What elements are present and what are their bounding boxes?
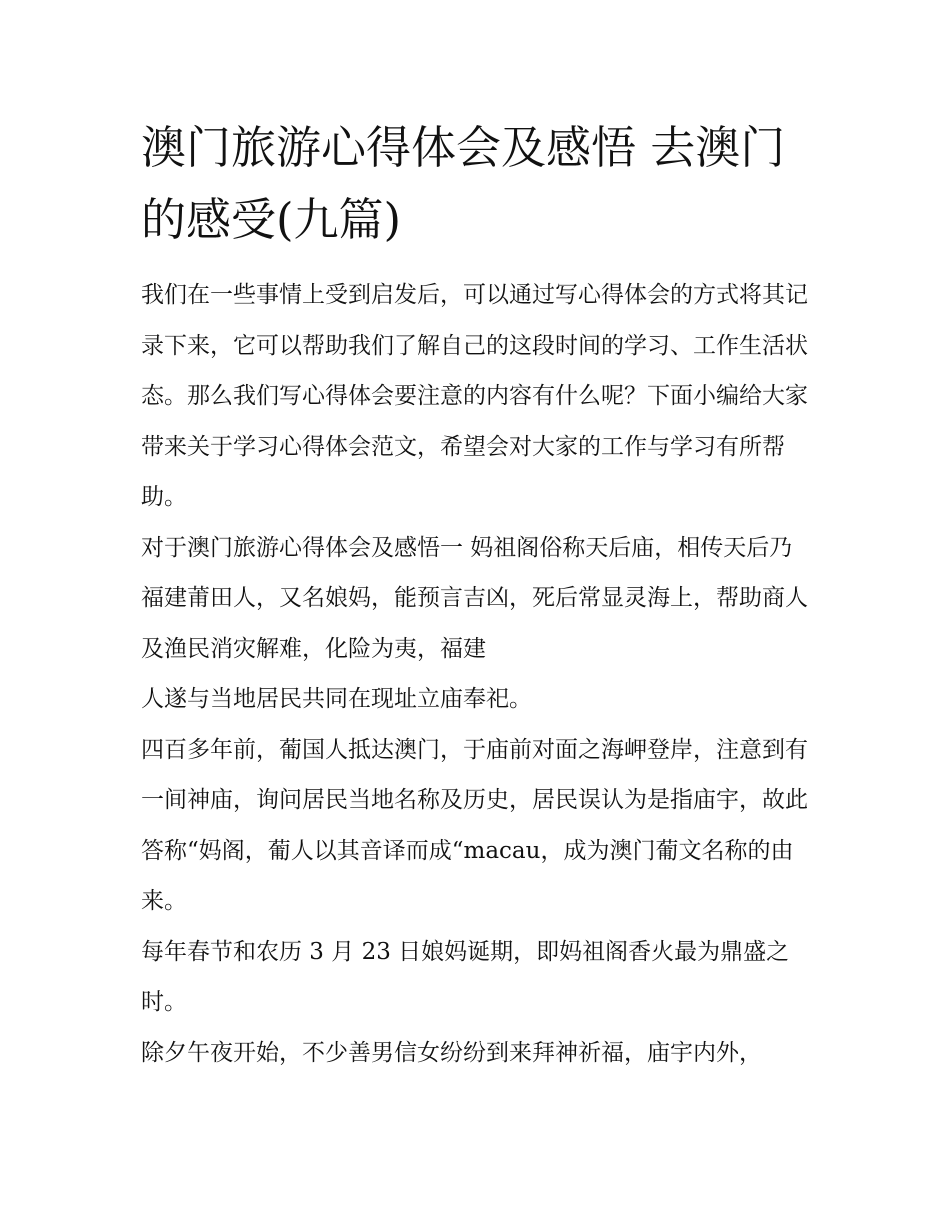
paragraph-fujian-worship: 人遂与当地居民共同在现址立庙奉祀。	[141, 686, 532, 712]
document-body	[141, 112, 813, 1078]
paragraph-festival: 每年春节和农历 3 月 23 日娘妈诞期，即妈祖阁香火最为鼎盛之时。	[141, 938, 790, 1015]
paragraph-new-year-eve: 除夕午夜开始，不少善男信女纷纷到来拜神祈福，庙宇内外，	[141, 1039, 762, 1066]
document-title: 澳门旅游心得体会及感悟 去澳门的感受(九篇)	[141, 121, 786, 246]
paragraph-mazu-temple: 对于澳门旅游心得体会及感悟一 妈祖阁俗称天后庙，相传天后乃福建莆田人，又名娘妈，能预言吉凶，死后常显灵海上，帮助商人及渔民消灾解难，化险为夷，福建	[141, 534, 808, 662]
paragraph-intro: 我们在一些事情上受到启发后，可以通过写心得体会的方式将其记录下来，它可以帮助我们了解自己的这段时间的学习、工作生活状态。那么我们写心得体会要注意的内容有什么呢？下面小编给大家带来关于学习心得体会范文，希望会对大家的工作与学习有所帮助。	[141, 282, 808, 510]
paragraph-macau-name-origin: 四百多年前，葡国人抵达澳门，于庙前对面之海岬登岸，注意到有一间神庙，询问居民当地名称及历史，居民误认为是指庙宇，故此答称“妈阁，葡人以其音译而成“macau，成为澳门葡文名称的由来。	[141, 736, 808, 914]
